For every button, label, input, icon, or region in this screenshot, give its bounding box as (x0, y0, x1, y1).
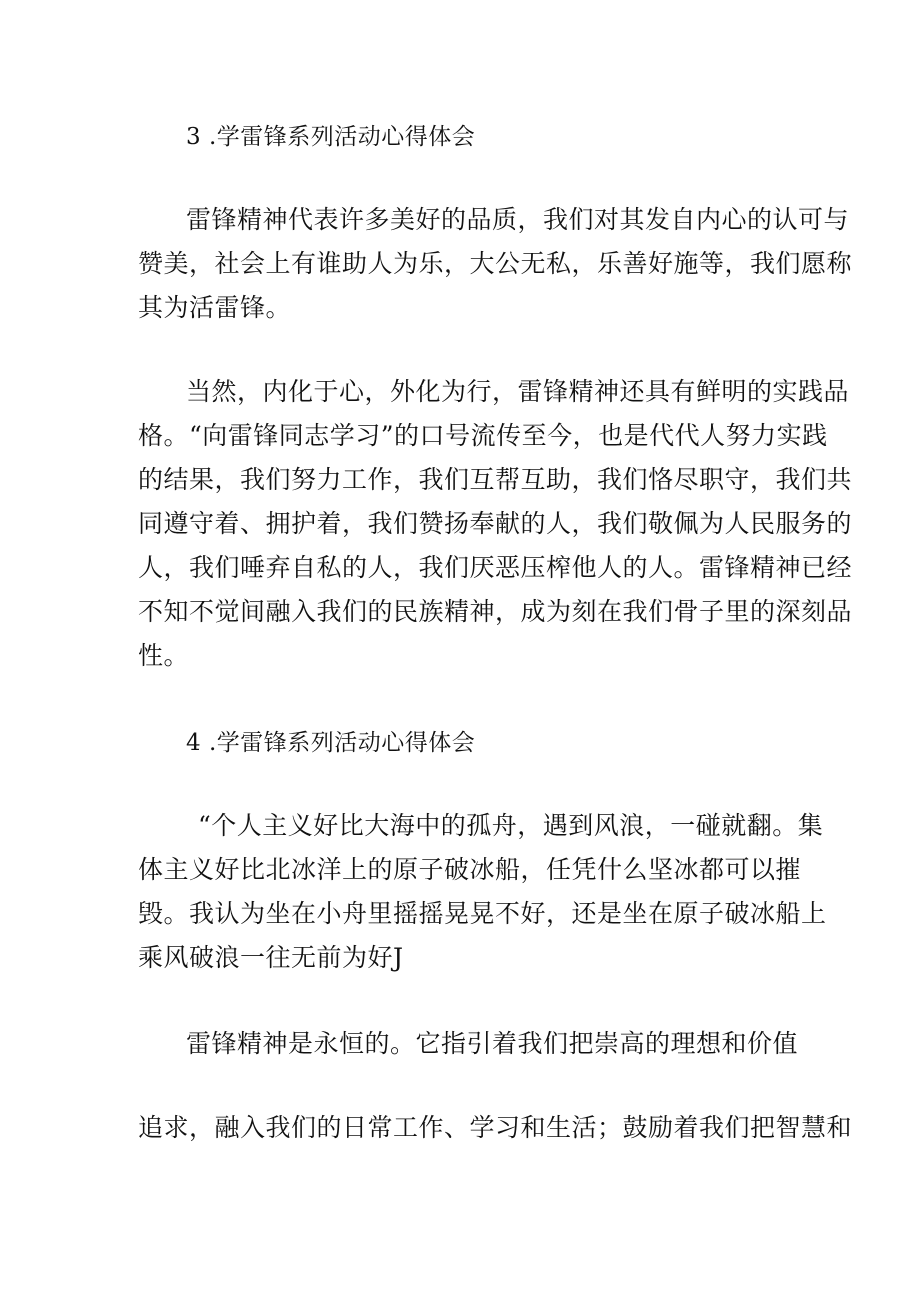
paragraph-line: 毁。我认为坐在小舟里摇摇晃晃不好，还是坐在原子破冰船上 (138, 899, 827, 928)
paragraph-line: 同遵守着、拥护着，我们赞扬奉献的人，我们敬佩为人民服务的 (138, 509, 853, 538)
paragraph-line: 赞美，社会上有谁助人为乐，大公无私，乐善好施等，我们愿称 (138, 249, 853, 278)
paragraph-line: 的结果，我们努力工作，我们互帮互助，我们恪尽职守，我们共 (138, 465, 853, 494)
section-heading-4: 4 .学雷锋系列活动心得体会 (186, 730, 476, 756)
paragraph-line: 当然，内化于心，外化为行，雷锋精神还具有鲜明的实践品 (186, 377, 850, 406)
paragraph-line: 雷锋精神是永恒的。它指引着我们把崇高的理想和价值 (186, 1029, 799, 1058)
paragraph-line: 雷锋精神代表许多美好的品质，我们对其发自内心的认可与 (186, 205, 850, 234)
section-heading-3: 3 .学雷锋系列活动心得体会 (186, 124, 476, 150)
paragraph-line: 性。 (138, 641, 190, 670)
paragraph-line: 格。“向雷锋同志学习”的口号流传至今，也是代代人努力实践 (138, 421, 828, 450)
paragraph-line: 其为活雷锋。 (138, 293, 292, 322)
paragraph-line: 体主义好比北冰洋上的原子破冰船，任凭什么坚冰都可以摧 (138, 855, 802, 884)
paragraph-line: “个人主义好比大海中的孤舟，遇到风浪，一碰就翻。集 (198, 811, 824, 840)
paragraph-line: 人，我们唾弃自私的人，我们厌恶压榨他人的人。雷锋精神已经 (138, 553, 853, 582)
paragraph-line: 不知不觉间融入我们的民族精神，成为刻在我们骨子里的深刻品 (138, 597, 853, 626)
paragraph-line: 乘风破浪一往无前为好J (138, 943, 404, 972)
paragraph-line: 追求，融入我们的日常工作、学习和生活；鼓励着我们把智慧和 (138, 1113, 853, 1142)
